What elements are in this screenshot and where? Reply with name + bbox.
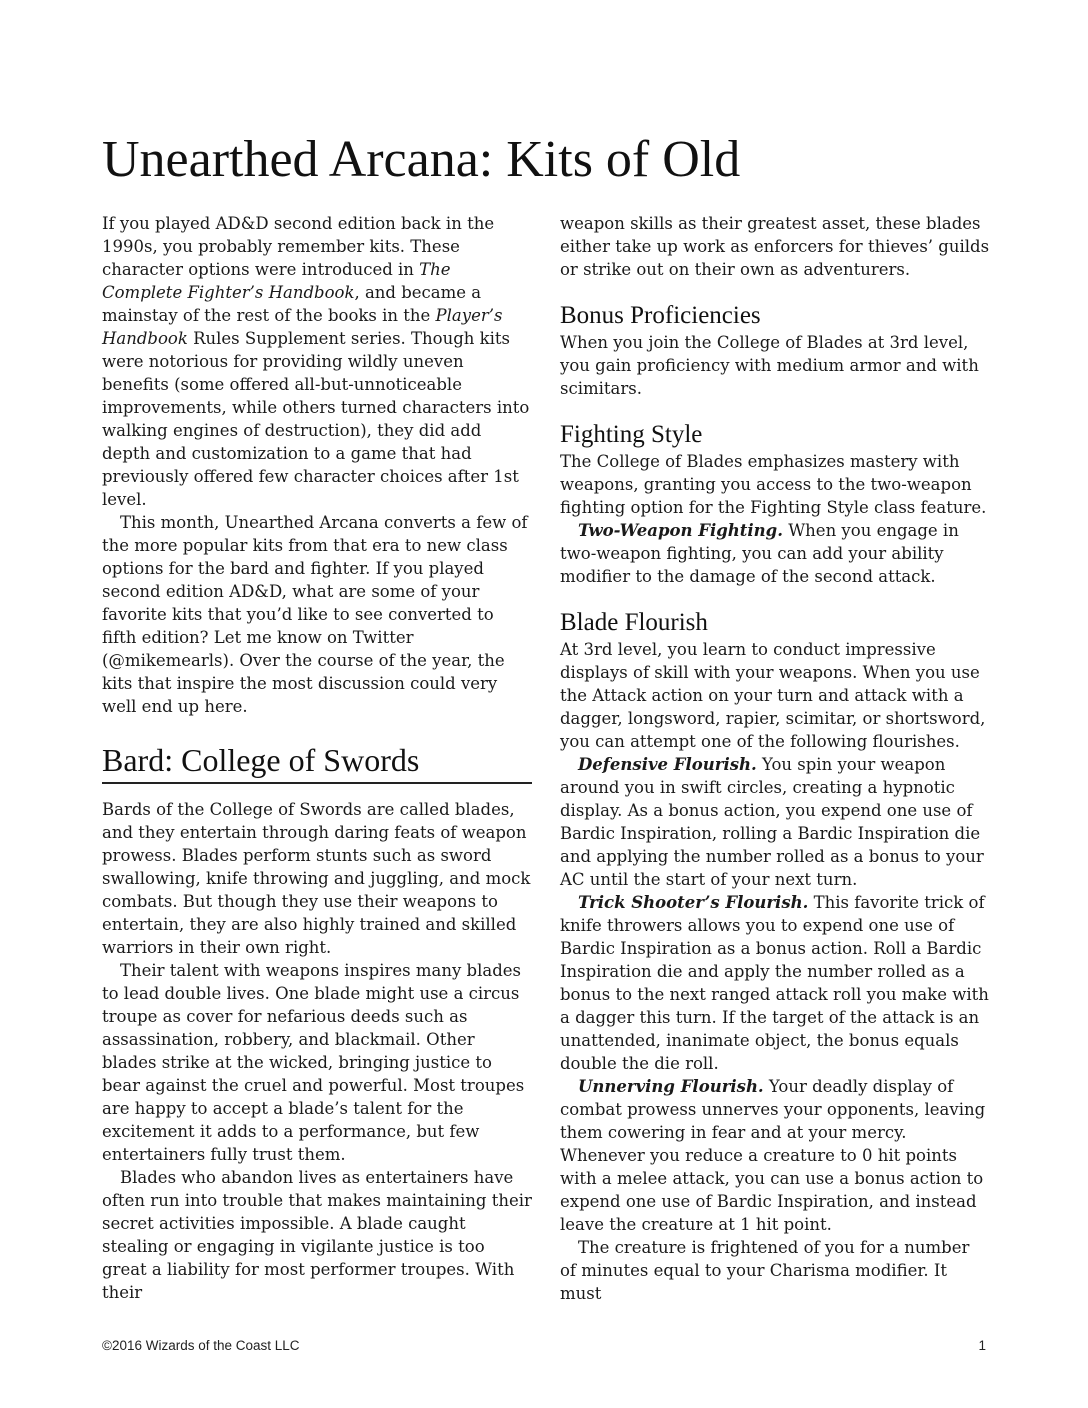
trick-shooter-flourish-label: Trick Shooter’s Flourish. — [578, 893, 809, 912]
unnerving-flourish-text: Your deadly display of combat prowess unnerves your opponents, leaving them cowering in fear and at your mercy. Whenever you reduce a creature to 0 hit points with a melee attack, you can use a bonus action to expend one use of Bardic Inspiration, and instead leave the creature at 1 hit point. — [560, 1077, 986, 1234]
intro-text-b: , and became a mainstay of the rest of the books in the — [102, 283, 482, 325]
intro-paragraph-1 — [102, 212, 532, 511]
fighting-style-text: The College of Blades emphasizes mastery with weapons, granting you access to the two-weapon fighting option for the Fighting Style class feature. — [560, 452, 987, 517]
bard-paragraph-1: Bards of the College of Swords are called blades, and they entertain through daring feats of weapon prowess. Blades perform stunts such as sword swallowing, knife throwing and juggling, and mock combats. But though they use their weapons to entertain, they are also highly trained and skilled warriors in their own right. — [102, 800, 531, 957]
right-column — [560, 212, 990, 1305]
unnerving-flourish-paragraph — [560, 1075, 990, 1236]
intro-text-a: If you played AD&D second edition back in the 1990s, you probably remember kits. These character options were introduced in — [102, 214, 495, 279]
intro-text-c: Rules Supplement series. Though kits were notorious for providing wildly uneven benefits (some offered all-but-unnoticeable improvements, while others turned characters into walking engines of destruction), they did add depth and customization to a game that had previously offered few character choices after 1st level. — [102, 329, 530, 509]
heading-fighting-style: Fighting Style — [560, 421, 703, 448]
defensive-flourish-text: You spin your weapon around you in swift circles, creating a hypnotic display. As a bonus action, you expend one use of Bardic Inspiration, rolling a Bardic Inspiration die and applying the number rolled as a bonus to your AC until the start of your next turn. — [560, 755, 984, 889]
blade-flourish-intro: At 3rd level, you learn to conduct impressive displays of skill with your weapons. When you use the Attack action on your turn and attack with a dagger, longsword, rapier, scimitar, or shortsword, you can attempt one of the following flourishes. — [560, 640, 986, 751]
trick-shooter-flourish-paragraph — [560, 891, 990, 1075]
bard-paragraph-3: Blades who abandon lives as entertainers have often run into trouble that makes maintaining their secret activities impossible. A blade caught stealing or engaging in vigilante justice is too great a liability for most performer troupes. With their — [102, 1168, 532, 1302]
defensive-flourish-paragraph — [560, 753, 990, 891]
copyright-notice: ©2016 Wizards of the Coast LLC — [102, 1338, 300, 1353]
defensive-flourish-label: Defensive Flourish. — [578, 755, 757, 774]
heading-bonus-proficiencies: Bonus Proficiencies — [560, 302, 761, 329]
intro-paragraph-2: This month, Unearthed Arcana converts a few of the more popular kits from that era to new class options for the bard and fighter. If you played second edition AD&D, what are some of your favorite kits that you’d like to see converted to fifth edition? Let me know on Twitter (@mikemearls). Over the course of the year, the kits that inspire the most discussion could very well end up here. — [102, 513, 528, 716]
trick-shooter-flourish-text: This favorite trick of knife throwers allows you to expend one use of Bardic Inspiration as a bonus action. Roll a Bardic Inspiration die and apply the number rolled as a bonus to the next ranged attack roll you make with a dagger this turn. If the target of the attack is an unattended, inanimate object, the bonus equals double the die roll. — [560, 893, 989, 1073]
heading-blade-flourish: Blade Flourish — [560, 609, 708, 636]
left-column — [102, 212, 532, 1304]
page-number: 1 — [978, 1338, 986, 1353]
bonus-proficiencies-text: When you join the College of Blades at 3rd level, you gain proficiency with medium armor and with scimitars. — [560, 333, 979, 398]
bard-paragraph-2: Their talent with weapons inspires many blades to lead double lives. One blade might use a circus troupe as cover for nefarious deeds such as assassination, robbery, and blackmail. Other blades strike at the wicked, bringing justice to bear against the cruel and powerful. Most troupes are happy to accept a blade’s talent for the excitement it adds to a performance, but few entertainers fully trust them. — [102, 961, 525, 1164]
two-weapon-fighting-label: Two-Weapon Fighting. — [578, 521, 783, 540]
two-weapon-fighting-paragraph — [560, 519, 990, 588]
two-weapon-fighting-text: When you engage in two-weapon fighting, you can add your ability modifier to the damage of the second attack. — [560, 521, 959, 586]
bard-paragraph-3-continued: weapon skills as their greatest asset, these blades either take up work as enforcers for thieves’ guilds or strike out on their own as adventurers. — [560, 214, 990, 279]
unnerving-flourish-label: Unnerving Flourish. — [578, 1077, 764, 1096]
page-title: Unearthed Arcana: Kits of Old — [102, 131, 741, 188]
frightened-paragraph: The creature is frightened of you for a number of minutes equal to your Charisma modifier. It must — [560, 1238, 970, 1303]
intro-book-title-2: Player’s Handbook — [102, 306, 503, 348]
intro-book-title-1: The Complete Fighter’s Handbook — [102, 260, 451, 302]
section-heading-bard: Bard: College of Swords — [102, 740, 532, 784]
page-footer — [102, 1338, 986, 1353]
